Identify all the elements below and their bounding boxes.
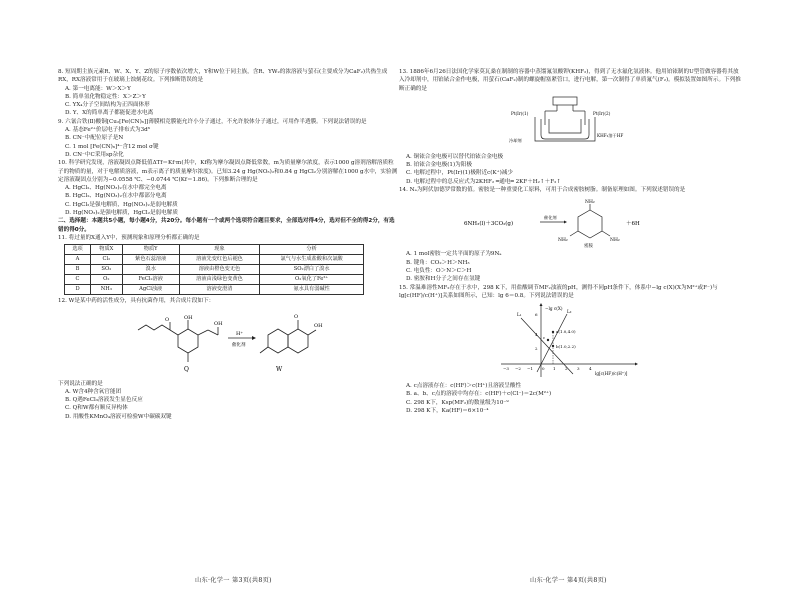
line-l2-label: L₂ <box>567 309 572 315</box>
question-13-option-b: B. 铂铱合金电极(1)为阳极 <box>406 162 472 169</box>
question-14-reaction-figure <box>460 196 680 248</box>
question-11 <box>58 234 398 295</box>
table-cell: A <box>65 255 91 265</box>
reaction-left: 6NH₃(l)＋3CO₂(g) <box>464 221 514 228</box>
question-12-stem: 12. W是某中药的活性成分，具有抗菌作用，其合成片段如下： <box>58 298 215 305</box>
question-14-stem: 14. Nₐ为阿伏加德罗常数的值。密胺是一种重要化工原料，可用于合成密胺树脂。制备原理如图。下列叙述错误的是 <box>399 187 686 194</box>
table-cell: 溶液先变红色后褪色 <box>179 255 259 265</box>
question-14 <box>399 186 741 283</box>
question-15-graph <box>495 302 645 380</box>
svg-text:OH: OH <box>314 322 323 329</box>
right-page <box>399 68 741 415</box>
amino-right: NH₂ <box>610 238 620 244</box>
solution-label: KHF₂溶于HF <box>597 132 624 138</box>
question-12-option-b: B. Q遇FeCl₃溶液发生显色反应 <box>65 397 143 404</box>
point-b-label: b(1.0,2.2) <box>556 344 576 350</box>
question-13-electrolysis-figure <box>505 95 635 151</box>
product-label: 密胺 <box>584 244 593 249</box>
question-13-option-a: A. 铜铱合金电极可以替代铂铱合金电极 <box>406 153 504 160</box>
question-10-option-c: C. HgCl₂是强电解质，Hg(NO₃)₂是弱电解质 <box>65 201 178 208</box>
question-15-option-b: B. a、b、c点的溶液中均存在：c(HF)＋c(Cl⁻)＝2c(M²⁺) <box>406 391 552 398</box>
x-axis-label: lg[c(HF)/c(H⁺)] <box>595 371 628 377</box>
table-cell: O₂氧化了Fe²⁺ <box>260 275 364 285</box>
question-14-option-c: C. 电负性：O＞N＞C＞H <box>406 267 472 274</box>
table-cell: SO₂漂白了溴水 <box>260 265 364 275</box>
left-electrode-label: Pt(Ir)(1) <box>511 110 529 116</box>
question-13-option-d: D. 电解过程中的总反应式为2KHF₂ ═通电═ 2KF＋H₂↑＋F₂↑ <box>406 178 562 185</box>
question-13-stem: 13. 1886年6月26日法国化学家莫瓦桑在制制的容器中蒸馏氟氢酸钾(KHF₂)，得到了无水氟化氢液体。他用铂铱制的U型管做容器将其放入冷却剂中，用铂铱合金作电极，用萤石(CaF₂)制的螺旋帽塞紧管口，进行电解，第一次制得了单质氟气(F₂)。模拟装置如图所示。下列推断正确的是 <box>399 69 741 92</box>
table-row <box>65 275 364 285</box>
question-13 <box>399 68 741 186</box>
table-cell: NH₃ <box>91 285 123 295</box>
table-row <box>65 255 364 265</box>
line-l2 <box>537 314 567 372</box>
question-12-option-c: C. Q和W都有顺反异构体 <box>65 405 128 412</box>
question-9-option-b: B. CN⁻中配位原子是N <box>65 135 124 142</box>
table-cell: SO₂ <box>91 265 123 275</box>
question-12-option-d: D. 用酸性KMnO₄溶液可检验W中碳碳双键 <box>65 413 172 420</box>
svg-text:OH: OH <box>214 320 223 327</box>
question-11-stem: 11. 将过量的X通入Y中，预测现象和原理分析都正确的是 <box>58 234 200 241</box>
x-tick: 3 <box>577 366 580 372</box>
question-10-option-d: D. Hg(NO₃)₂是强电解质，HgCl₂是弱电解质 <box>65 210 178 217</box>
question-9 <box>58 118 398 159</box>
question-15-option-a: A. c点溶液存在：c(HF)＞c(H⁺)且溶液呈酸性 <box>406 383 522 390</box>
triazine-ring <box>578 210 602 238</box>
question-9-option-c: C. 1 mol [Fe(CN)₆]⁴⁻含12 mol σ键 <box>65 143 159 150</box>
table-cell: Cl₂ <box>91 255 123 265</box>
table-cell: 溶液由橙色变无色 <box>179 265 259 275</box>
svg-text:O: O <box>294 313 299 320</box>
table-cell: B <box>65 265 91 275</box>
table-cell: 氯气与水生成盐酸和次氯酸 <box>260 255 364 265</box>
table-header: 物质X <box>91 245 123 255</box>
table-header: 物质Y <box>122 245 179 255</box>
table-cell: 氨水具有弱碱性 <box>260 285 364 295</box>
left-page <box>58 68 398 421</box>
left-page-footer: 山东·化学一 第3页(共8页) <box>195 577 272 584</box>
question-8-option-a: A. 第一电离能：W＞X＞Y <box>65 85 131 92</box>
point-c-label: c <box>543 335 546 341</box>
x-tick: −3 <box>503 366 509 372</box>
table-cell: O₂ <box>91 275 123 285</box>
question-8-option-d: D. Y、X的简单离子都能促进水电离 <box>65 110 154 117</box>
question-10-option-a: A. HgCl₂、Hg(NO₃)₂在水中都完全电离 <box>65 185 167 192</box>
label-q: Q <box>184 365 189 373</box>
question-9-stem: 9. 六氰合铁(Ⅱ)酸铜[Cu₂[Fe(CN)₆]]薄膜相竞膜能允许小分子通过，不允许胶体分子通过，可用作半透膜。下列说法错误的是 <box>58 118 367 125</box>
label-w: W <box>276 365 283 373</box>
point-a-label: a(1.0,4.0) <box>556 329 576 335</box>
x-tick: 2 <box>565 366 568 372</box>
question-8-option-c: C. YX₄分子空间结构为正四面体形 <box>65 102 150 109</box>
question-11-table <box>64 244 364 295</box>
question-14-option-a: A. 1 mol密胺一定共平面的原子为9Nₐ <box>406 251 502 258</box>
question-14-option-b: B. 键角：CO₂＞H＞NH₃ <box>406 259 470 266</box>
point-a <box>552 331 554 333</box>
question-12 <box>58 297 398 421</box>
y-axis-label: −lg c(X) <box>545 306 563 312</box>
x-tick: 4 <box>589 366 592 372</box>
arrow-bottom-label: 催化剂 <box>232 342 246 348</box>
question-8-stem: 8. 短周期主族元素R、W、X、Y、Z的原子序数依次增大，Y和W位于同主族，含R、YW₂的浓溶液与萤石(主要成分为CaF₂)共热生成RX，RX溶液常用于在玻璃上蚀刻花纹。下列推断错误的是 <box>58 69 388 84</box>
x-tick: −1 <box>527 366 533 372</box>
question-9-option-d: D. CN⁻中C采用sp杂化 <box>65 151 124 158</box>
question-8 <box>58 68 398 118</box>
right-electrode-label: Pt(Ir)(2) <box>593 110 611 116</box>
table-row <box>65 285 364 295</box>
question-15-option-d: D. 298 K下，Ka(HF)＝6×10⁻⁴ <box>406 408 489 415</box>
question-15 <box>399 284 741 416</box>
table-header: 选项 <box>65 245 91 255</box>
question-10-option-b: B. HgCl₂、Hg(NO₃)₂在水中都部分电离 <box>65 193 167 200</box>
question-8-option-b: B. 简单氢化物稳定性：X＞Z＞Y <box>65 93 146 100</box>
question-10-stem: 10. 科学研究发现，溶液凝固点降低值ΔTf＝Kf·m(其中，Kf称为摩尔凝固点降低常数，m为质量摩尔浓度，表示1000 g溶剂溶解溶质粒子的物质的量，对于电解质溶液，m表示离子的质量摩尔浓度)。已知3.24 g Hg(NO₃)₂和0.84 g HgCl₂分别溶解在1000 g水中，实验测定溶液凝固点分别为−0.0558 ℃、−0.0744 ℃(Kf＝1.86)。下列推断合理的是 <box>58 160 398 183</box>
table-row <box>65 265 364 275</box>
x-tick: −2 <box>515 366 521 372</box>
x-tick: 1 <box>553 366 556 372</box>
svg-text:OH: OH <box>184 314 193 321</box>
line-l1-label: L₁ <box>517 312 522 318</box>
reaction-condition: 催化剂 <box>544 215 557 221</box>
table-cell: AgCl浊液 <box>122 285 179 295</box>
point-c <box>547 339 549 341</box>
question-15-option-c: C. 298 K下，Ksp(MF₂)的数量级为10⁻⁹ <box>406 399 509 406</box>
table-header: 分析 <box>260 245 364 255</box>
question-9-option-a: A. 基态Fe²⁺价层电子排布式为3d⁶ <box>65 127 150 134</box>
arrow-top-label: H⁺ <box>236 330 243 337</box>
table-header: 现象 <box>179 245 259 255</box>
reaction-right: ＋6H <box>626 221 640 228</box>
table-cell: 溶液由浅绿色变黄色 <box>179 275 259 285</box>
question-10 <box>58 159 398 217</box>
table-cell: FeCl₂溶液 <box>122 275 179 285</box>
amino-top: NH₂ <box>585 200 595 206</box>
table-cell: C <box>65 275 91 285</box>
question-12-prompt: 下列说法正确的是 <box>58 380 103 387</box>
y-tick-2: 2 <box>535 346 538 352</box>
question-14-option-d: D. 密胺和H分子之间存在氢键 <box>406 276 481 283</box>
table-cell: 紫色石蕊溶液 <box>122 255 179 265</box>
svg-text:O: O <box>165 316 170 323</box>
point-b <box>552 345 554 347</box>
structure-q <box>138 320 218 362</box>
table-cell: 溴水 <box>122 265 179 275</box>
table-cell: D <box>65 285 91 295</box>
amino-left: NH₂ <box>558 238 568 244</box>
table-cell: 溶液变澄清 <box>179 285 259 295</box>
section-2-heading: 二、选择题：本题共5小题，每小题4分，共20分。每小题有一个或两个选项符合题目要求，全部选对得4分，选对但不全的得2分，有选错的得0分。 <box>58 218 395 233</box>
y-tick-6: 6 <box>535 312 538 318</box>
structure-w <box>260 320 316 353</box>
right-page-footer: 山东·化学一 第4页(共8页) <box>530 577 607 584</box>
question-12-synthesis-figure <box>128 308 328 378</box>
coolant-label: 冷却剂 <box>509 137 522 143</box>
question-13-option-c: C. 电解过程中，Pt(Ir)(1)极附近c(K⁺)减少 <box>406 170 513 177</box>
question-15-stem: 15. 常温难溶性MF₂存在于水中，298 K下，用盐酸调节MF₂浊液的pH，测得不同pH条件下，体系中−lg c(X)(X为M²⁺或F⁻)与lg[c(HF)/c(H⁺)]关系如图所示，已知：lg 6＝0.8。下列说法错误的是 <box>399 284 718 299</box>
question-12-option-a: A. W含4种含氧官能团 <box>65 388 122 395</box>
x-tick: 0 <box>542 366 545 372</box>
